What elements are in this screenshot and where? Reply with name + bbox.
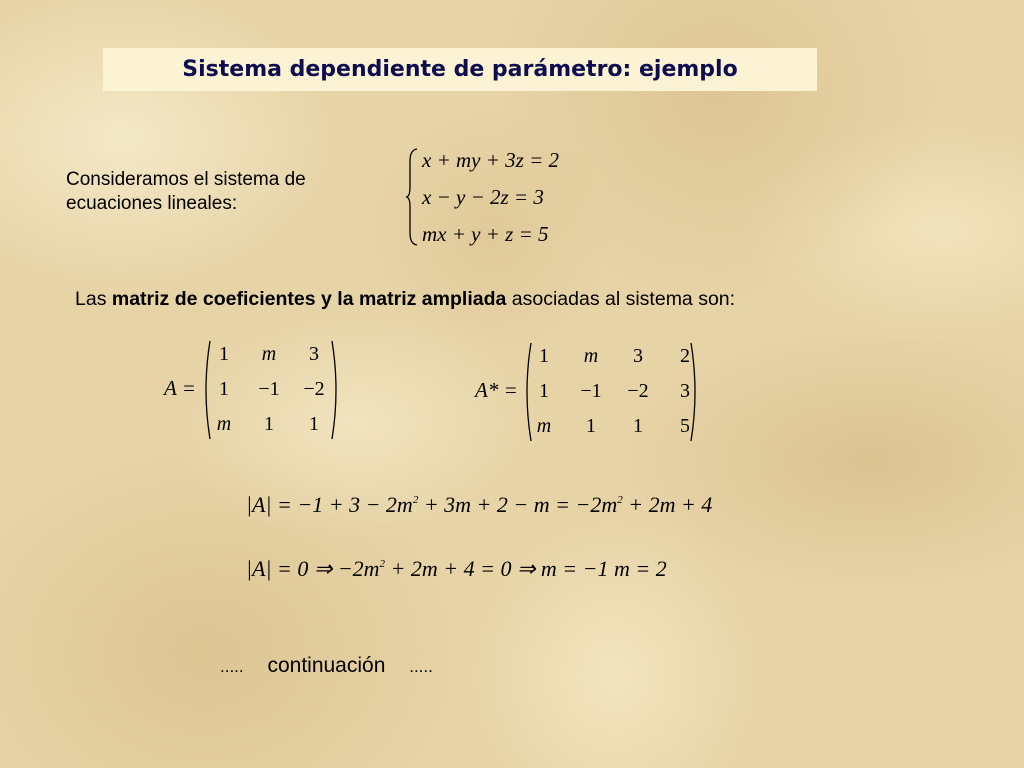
matrix-cell: −2 [627,380,649,402]
matrices-sentence-suffix: asociadas al sistema son: [506,288,736,310]
matrix-cell: 1 [219,378,229,400]
matrix-cell: −1 [580,380,602,402]
continuation-right-dots: ..... [409,657,433,676]
system-equation-1: x + my + 3z = 2 [422,148,559,172]
matrix-a-label: A = [164,376,196,400]
matrix-cell: 5 [680,415,690,437]
intro-text [66,168,306,216]
continuation-line [220,654,433,679]
slide-title: Sistema dependiente de parámetro: ejemplo [182,57,738,82]
intro-line-2: ecuaciones lineales: [66,193,238,214]
matrix-a-star-label: A* = [475,378,518,402]
matrices-sentence-prefix: Las [75,288,112,310]
matrix-cell: 2 [680,345,690,367]
matrix-cell: 1 [633,415,643,437]
system-brace [405,147,419,247]
matrix-cell: 1 [539,380,549,402]
continuation-left-dots: ..... [220,657,244,676]
matrix-cell: 1 [309,413,319,435]
continuation-text: continuación [267,654,386,677]
slide-title-box [103,48,817,91]
matrix-cell: 1 [219,343,229,365]
solution-equation: |A| = 0 ⇒ $-2m^2 + 2m + 4 = 0$ ⇒ m = −1 m = 2 [246,556,667,581]
matrix-cell: m [583,345,599,367]
matrix-cell: m [216,413,232,435]
matrix-cell: −2 [303,378,325,400]
matrix-cell: 1 [539,345,549,367]
matrix-cell: 1 [586,415,596,437]
matrix-cell: −1 [258,378,280,400]
matrix-cell: m [261,343,277,365]
matrix-cell: 1 [264,413,274,435]
intro-line-1: Consideramos el sistema de [66,169,306,190]
system-equation-3: mx + y + z = 5 [422,222,549,246]
matrices-sentence-bold: matriz de coeficientes y la matriz ampliada [111,288,507,310]
matrix-cell: 3 [633,345,643,367]
determinant-equation: $|A| = -1 + 3 - 2m^2 + 3m + 2 - m = -2m^2 + 2m + 4$ [246,492,713,517]
matrix-cell: m [536,415,552,437]
matrices-sentence [75,287,735,311]
matrix-cell: 3 [309,343,319,365]
system-equation-2: x − y − 2z = 3 [422,185,544,209]
matrix-cell: 3 [680,380,690,402]
